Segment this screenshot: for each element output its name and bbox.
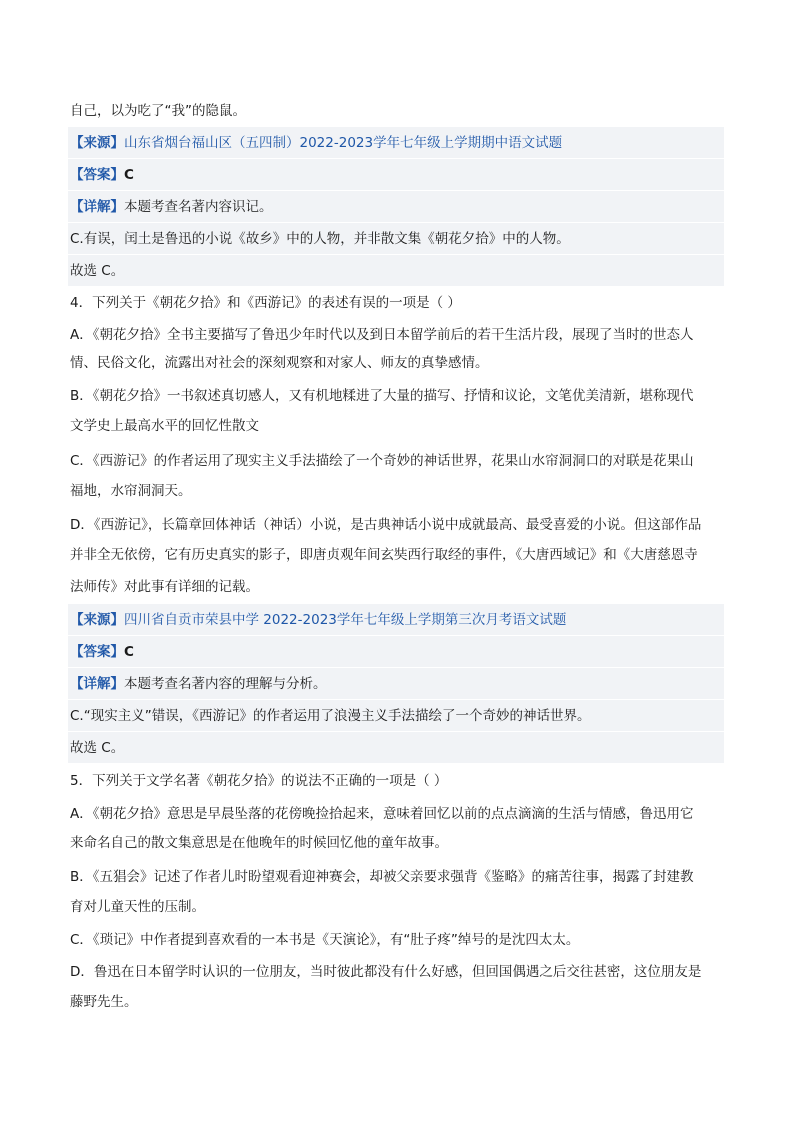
q4-source: 【来源】四川省自贡市荣县中学 2022-2023学年七年级上学期第三次月考语文试题 [70,612,567,628]
q5-option-b-line2: 育对儿童天性的压制。 [70,899,205,915]
q4-option-c-line1: C．《西游记》的作者运用了现实主义手法描绘了一个奇妙的神话世界，花果山水帘洞洞口的对联是花果山 [70,453,694,469]
q4-option-d-line3: 法师传》对此事有详细的记载。 [70,579,259,595]
q5-option-c-line1: C．《琐记》中作者提到喜欢看的一本书是《天演论》，有“肚子疼”绰号的是沈四太太。 [70,932,580,948]
q5-option-d-line1: D．鲁迅在日本留学时认识的一位朋友，当时彼此都没有什么好感，但回国偶遇之后交往甚密，这位朋友是 [70,964,702,980]
q5-option-d-line2: 藤野先生。 [70,994,138,1010]
q4-option-a-line1: A．《朝花夕拾》全书主要描写了鲁迅少年时代以及到日本留学前后的若干生活片段，展现了当时的世态人 [70,327,694,343]
q5-stem: 5．下列关于文学名著《朝花夕拾》的说法不正确的一项是（ ） [70,773,448,789]
q4-analysis: C.“现实主义”错误，《西游记》的作者运用了浪漫主义手法描绘了一个奇妙的神话世界。 [70,708,591,724]
q4-answer: 【答案】C [70,644,134,660]
q4-option-b-line2: 文学史上最高水平的回忆性散文 [70,418,259,434]
q4-option-d-line1: D．《西游记》，长篇章回体神话（神话）小说，是古典神话小说中成就最高、最受喜爱的小说。但这部作品 [70,517,702,533]
q5-option-a-line1: A．《朝花夕拾》意思是早晨坠落的花傍晚捡拾起来，意味着回忆以前的点点滴滴的生活与情感，鲁迅用它 [70,806,694,822]
q4-option-c-line2: 福地，水帘洞洞天。 [70,483,192,499]
q4-stem: 4．下列关于《朝花夕拾》和《西游记》的表述有误的一项是（ ） [70,295,461,311]
q3-conclusion: 故选 C。 [70,263,125,279]
q4-option-b-line1: B．《朝花夕拾》一书叙述真切感人，又有机地糅进了大量的描写、抒情和议论，文笔优美清新，堪称现代 [70,388,694,404]
q5-option-b-line1: B．《五猖会》记述了作者儿时盼望观看迎神赛会，却被父亲要求强背《鉴略》的痛苦往事，揭露了封建教 [70,869,694,885]
q3-source: 【来源】山东省烟台福山区（五四制）2022-2023学年七年级上学期期中语文试题 [70,135,563,151]
q4-option-d-line2: 并非全无依傍，它有历史真实的影子，即唐贞观年间玄奘西行取经的事件，《大唐西域记》和《大唐慈恩寺 [70,547,698,563]
q3-answer: 【答案】C [70,167,134,183]
q3-analysis: C.有误，闰土是鲁迅的小说《故乡》中的人物，并非散文集《朝花夕拾》中的人物。 [70,231,570,247]
q3-detail: 【详解】本题考查名著内容识记。 [70,199,273,215]
q4-option-a-line2: 情、民俗文化，流露出对社会的深刻观察和对家人、师友的真挚感情。 [70,355,489,371]
q5-option-a-line2: 来命名自己的散文集意思是在他晚年的时候回忆他的童年故事。 [70,835,448,851]
intro-line: 自己，以为吃了“我”的隐鼠。 [70,103,246,119]
q4-conclusion: 故选 C。 [70,740,125,756]
q4-detail: 【详解】本题考查名著内容的理解与分析。 [70,676,327,692]
